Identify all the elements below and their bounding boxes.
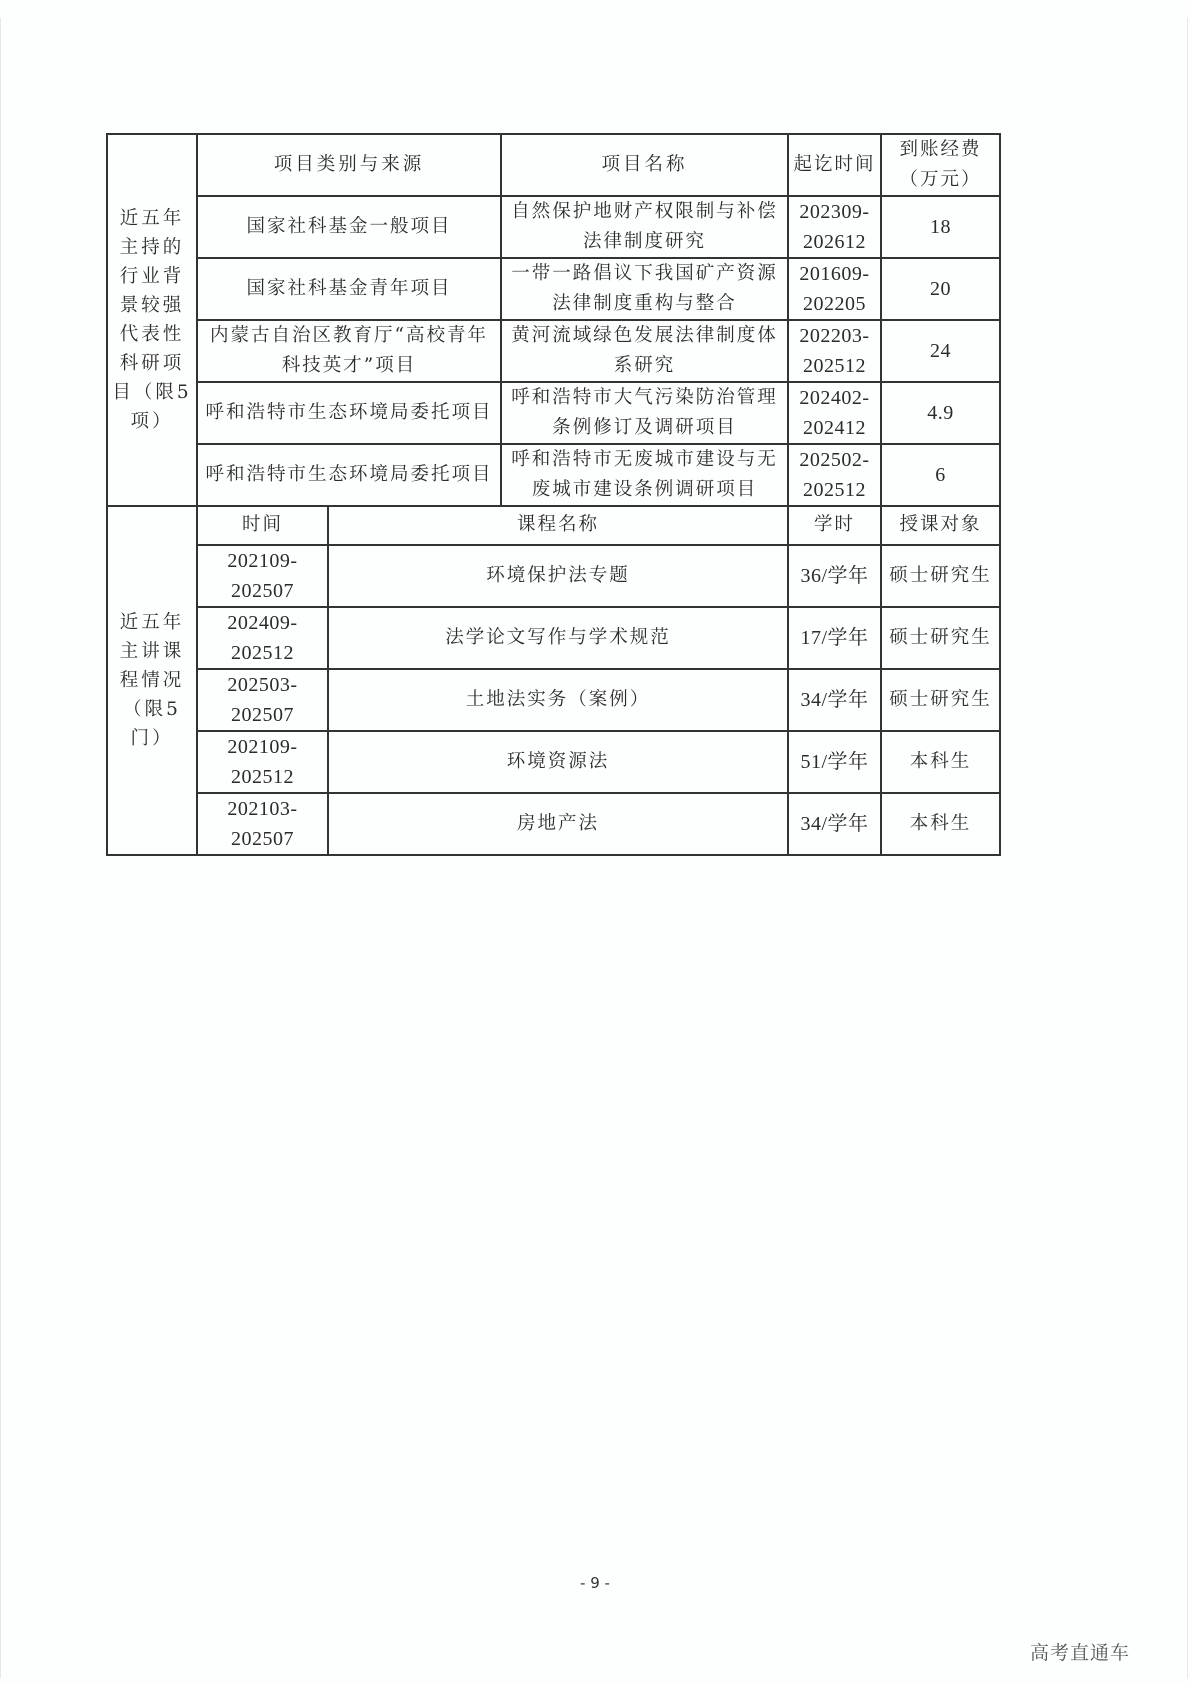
project-period: 202402-202412 (788, 382, 881, 444)
research-header-row (107, 134, 1000, 196)
course-audience: 硕士研究生 (881, 669, 1000, 731)
header-hours: 学时 (788, 506, 881, 545)
project-row (107, 382, 1000, 444)
project-name: 一带一路倡议下我国矿产资源法律制度重构与整合 (501, 258, 788, 320)
project-category: 呼和浩特市生态环境局委托项目 (197, 444, 501, 506)
course-hours: 34/学年 (788, 669, 881, 731)
profile-table (106, 133, 1001, 856)
page-number: - 9 - (580, 1574, 610, 1592)
project-category: 国家社科基金一般项目 (197, 196, 501, 258)
course-row (107, 545, 1000, 607)
course-row (107, 793, 1000, 855)
project-row (107, 444, 1000, 506)
course-time: 202109-202507 (197, 545, 328, 607)
course-hours: 51/学年 (788, 731, 881, 793)
course-name: 环境资源法 (328, 731, 788, 793)
project-period: 201609-202205 (788, 258, 881, 320)
project-category: 内蒙古自治区教育厅“高校青年科技英才”项目 (197, 320, 501, 382)
course-name: 环境保护法专题 (328, 545, 788, 607)
project-category: 呼和浩特市生态环境局委托项目 (197, 382, 501, 444)
course-name: 法学论文写作与学术规范 (328, 607, 788, 669)
project-name: 黄河流域绿色发展法律制度体系研究 (501, 320, 788, 382)
course-audience: 本科生 (881, 793, 1000, 855)
project-row (107, 196, 1000, 258)
project-funding: 24 (881, 320, 1000, 382)
research-section-label: 近五年主持的行业背景较强代表性科研项目（限5项） (107, 134, 197, 506)
project-name: 自然保护地财产权限制与补偿法律制度研究 (501, 196, 788, 258)
course-hours: 17/学年 (788, 607, 881, 669)
course-time: 202409-202512 (197, 607, 328, 669)
project-period: 202309-202612 (788, 196, 881, 258)
course-section-label: 近五年主讲课程情况（限5门） (107, 506, 197, 855)
course-audience: 本科生 (881, 731, 1000, 793)
course-header-row (107, 506, 1000, 545)
header-course-name: 课程名称 (328, 506, 788, 545)
course-time: 202503-202507 (197, 669, 328, 731)
project-funding: 4.9 (881, 382, 1000, 444)
header-time: 时间 (197, 506, 328, 545)
course-name: 房地产法 (328, 793, 788, 855)
project-funding: 20 (881, 258, 1000, 320)
project-period: 202502-202512 (788, 444, 881, 506)
header-category: 项目类别与来源 (197, 134, 501, 196)
course-row (107, 669, 1000, 731)
project-funding: 18 (881, 196, 1000, 258)
header-funding: 到账经费（万元） (881, 134, 1000, 196)
project-category: 国家社科基金青年项目 (197, 258, 501, 320)
page-edge-left (0, 18, 1, 1678)
page-edge-right (1187, 18, 1188, 1678)
header-project-name: 项目名称 (501, 134, 788, 196)
header-audience: 授课对象 (881, 506, 1000, 545)
course-audience: 硕士研究生 (881, 607, 1000, 669)
course-time: 202103-202507 (197, 793, 328, 855)
course-row (107, 607, 1000, 669)
project-funding: 6 (881, 444, 1000, 506)
watermark: 高考直通车 (1030, 1642, 1131, 1664)
course-audience: 硕士研究生 (881, 545, 1000, 607)
project-name: 呼和浩特市无废城市建设与无废城市建设条例调研项目 (501, 444, 788, 506)
project-row (107, 258, 1000, 320)
course-hours: 36/学年 (788, 545, 881, 607)
header-period: 起讫时间 (788, 134, 881, 196)
course-time: 202109-202512 (197, 731, 328, 793)
project-name: 呼和浩特市大气污染防治管理条例修订及调研项目 (501, 382, 788, 444)
project-row (107, 320, 1000, 382)
course-name: 土地法实务（案例） (328, 669, 788, 731)
course-hours: 34/学年 (788, 793, 881, 855)
course-row (107, 731, 1000, 793)
project-period: 202203-202512 (788, 320, 881, 382)
